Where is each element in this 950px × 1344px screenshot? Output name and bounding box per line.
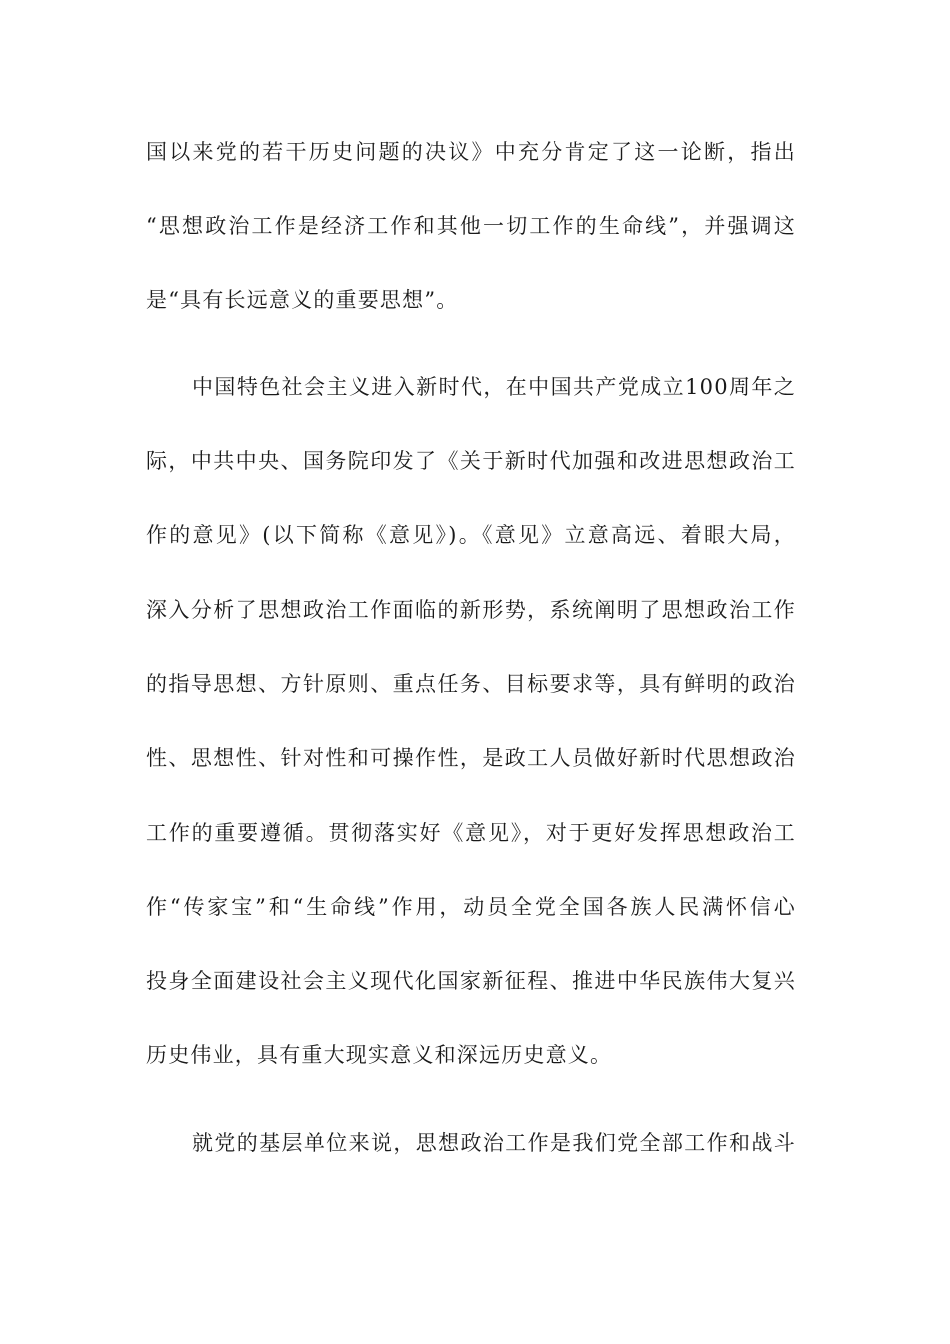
text-line-8: 的指导思想、方针原则、重点任务、目标要求等，具有鲜明的政治 (146, 672, 796, 696)
text-line-11: 作“传家宝”和“生命线”作用，动员全党全国各族人民满怀信心 (146, 895, 796, 919)
text-line-3: 是“具有长远意义的重要思想”。 (146, 288, 459, 312)
text-line-13: 历史伟业，具有重大现实意义和深远历史意义。 (146, 1043, 613, 1067)
text-line-1: 国以来党的若干历史问题的决议》中充分肯定了这一论断，指出 (146, 140, 796, 164)
text-line-14: 就党的基层单位来说，思想政治工作是我们党全部工作和战斗 (192, 1131, 796, 1155)
text-line-4: 中国特色社会主义进入新时代，在中国共产党成立100周年之 (192, 375, 796, 399)
text-line-2: “思想政治工作是经济工作和其他一切工作的生命线”，并强调这 (146, 214, 796, 238)
text-line-12: 投身全面建设社会主义现代化国家新征程、推进中华民族伟大复兴 (146, 969, 796, 993)
text-line-10: 工作的重要遵循。贯彻落实好《意见》，对于更好发挥思想政治工 (146, 821, 796, 845)
text-line-5: 际，中共中央、国务院印发了《关于新时代加强和改进思想政治工 (146, 449, 796, 473)
text-line-6: 作的意见》(以下简称《意见》)。《意见》立意高远、着眼大局， (146, 523, 796, 547)
text-line-9: 性、思想性、针对性和可操作性，是政工人员做好新时代思想政治 (146, 746, 796, 770)
text-line-7: 深入分析了思想政治工作面临的新形势，系统阐明了思想政治工作 (146, 598, 796, 622)
